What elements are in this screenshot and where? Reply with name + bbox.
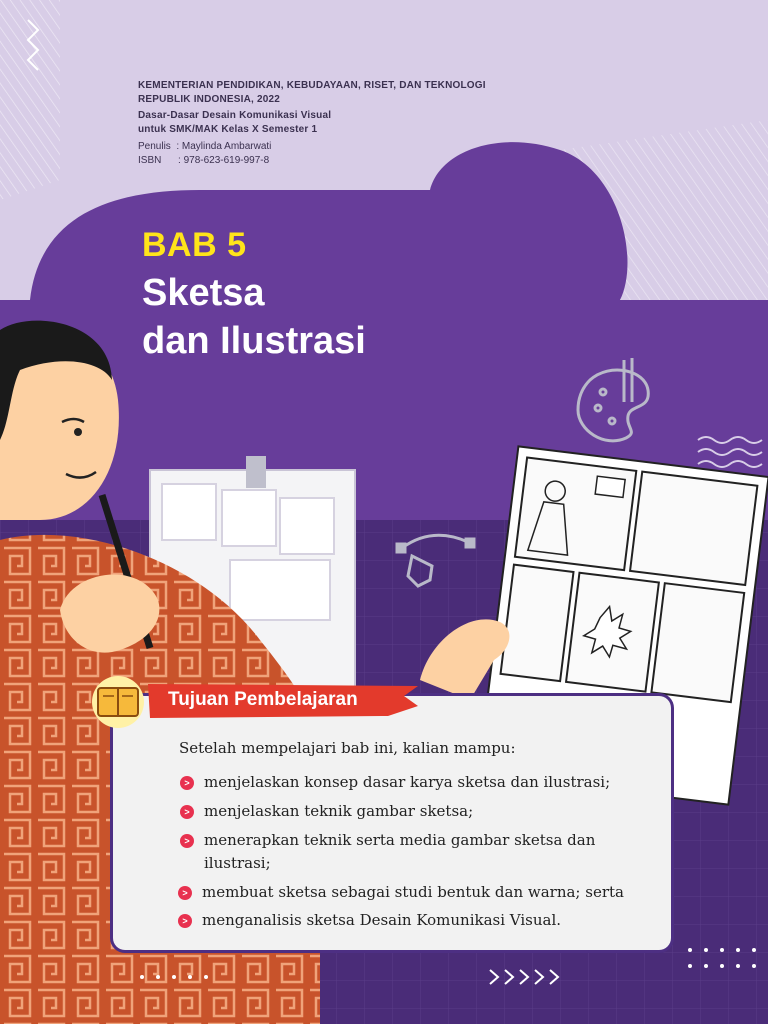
bullet-icon: > xyxy=(178,914,192,928)
chapter-title-line: dan Ilustrasi xyxy=(142,320,366,362)
learning-goals-intro: Setelah mempelajari bab ini, kalian mampu: xyxy=(179,739,516,757)
book-icon xyxy=(92,676,144,728)
list-item: menganalisis sketsa Desain Komunikasi Visual. xyxy=(202,911,562,929)
isbn-line: ISBN : 978-623-619-997-8 xyxy=(138,155,270,166)
book-title-line: Dasar-Dasar Desain Komunikasi Visual xyxy=(138,110,332,121)
chapter-title-line: Sketsa xyxy=(142,272,265,314)
bullet-icon: > xyxy=(180,805,194,819)
author-line: Penulis : Maylinda Ambarwati xyxy=(138,141,272,152)
publisher-line: KEMENTERIAN PENDIDIKAN, KEBUDAYAAN, RISET, DAN TEKNOLOGI xyxy=(138,80,486,91)
list-item: menjelaskan konsep dasar karya sketsa dan ilustrasi; xyxy=(204,773,611,791)
bullet-icon: > xyxy=(178,886,192,900)
bullet-icon: > xyxy=(180,834,194,848)
book-title-line: untuk SMK/MAK Kelas X Semester 1 xyxy=(138,124,318,135)
chapter-number: BAB 5 xyxy=(142,226,247,264)
bullet-icon: > xyxy=(180,776,194,790)
publisher-line: REPUBLIK INDONESIA, 2022 xyxy=(138,94,281,105)
list-item-continued: ilustrasi; xyxy=(204,854,271,872)
list-item: menjelaskan teknik gambar sketsa; xyxy=(204,802,474,820)
list-item: menerapkan teknik serta media gambar sketsa dan xyxy=(204,831,596,849)
learning-goals-heading: Tujuan Pembelajaran xyxy=(168,689,358,710)
list-item: membuat sketsa sebagai studi bentuk dan warna; serta xyxy=(202,883,624,901)
